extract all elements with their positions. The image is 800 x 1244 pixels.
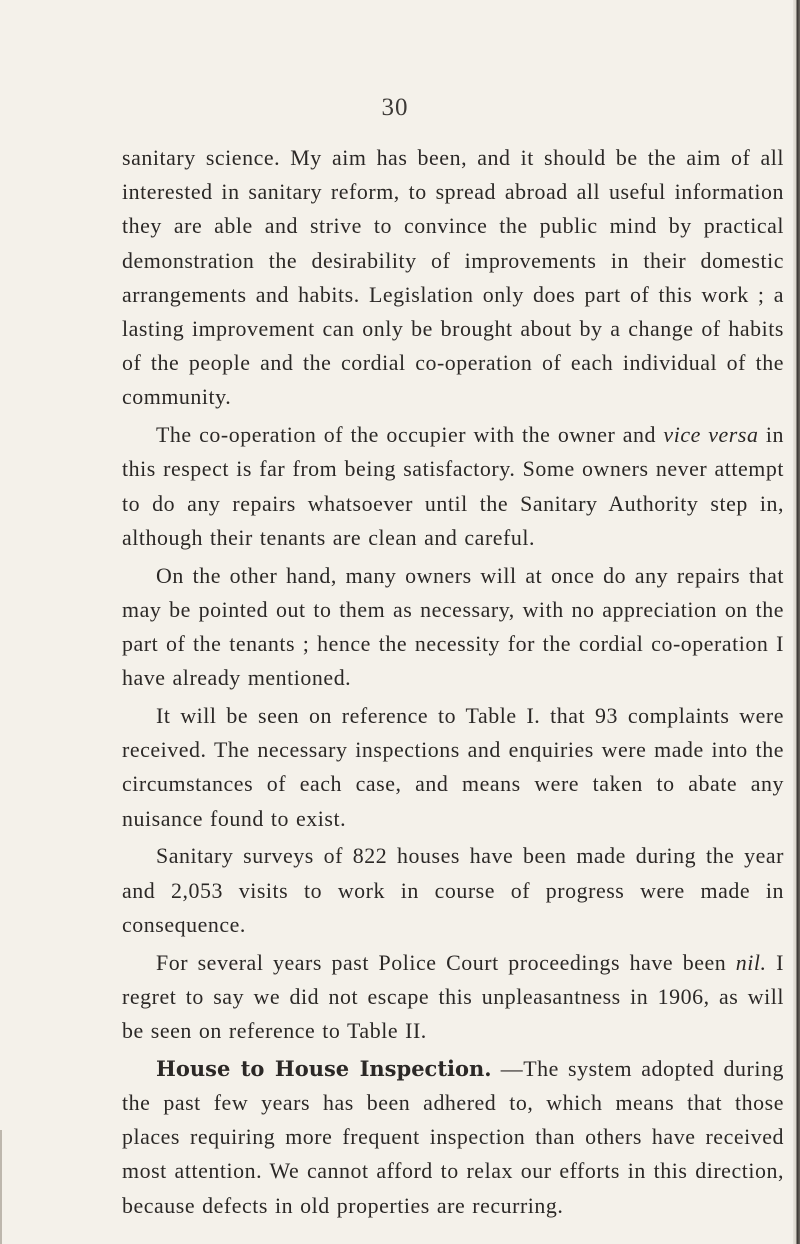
paragraph-text: —The system adopted during the past few years has been adhered to, which means that those places requiring more frequent inspection than others have received most attention. We cannot afford to relax our efforts in this direction, because defects in old properties are recurring.: [122, 1055, 785, 1218]
paragraph-text: sanitary science. My aim has been, and it should be the aim of all interested in sanitary reform, to spread abroad all useful information they are able and strive to convince the public mind by practical demonstration the desirability of improvements in their domestic arrangements and habits. Legislation only does part of this work ; a lasting improvement can only be brought about by a change of habits of the people and the cordial co-operation of each individual of the community.: [122, 145, 784, 410]
paragraph-complaints: [122, 699, 784, 836]
section-heading: House to House Inspection.: [156, 1055, 492, 1081]
paragraph-text: Sanitary surveys of 822 houses have been made during the year and 2,053 visits to work in course of progress were made in consequence.: [122, 843, 784, 937]
paragraph-sanitary-science: [122, 141, 784, 415]
paragraph-text: On the other hand, many owners will at once do any repairs that may be pointed out to them as necessary, with no appreciation on the part of the tenants ; hence the necessity for the cordial co-operation I have already mentioned.: [122, 562, 784, 691]
body-text: [122, 141, 784, 1226]
paragraph-text: I regret to say we did not escape this unpleasantness in 1906, as will be seen on reference to Table II.: [122, 949, 784, 1044]
paragraph-other-hand: [122, 559, 784, 696]
paragraph-surveys: [122, 839, 784, 942]
paragraph-police-court: [122, 946, 784, 1049]
page-edge-shadow: [793, 0, 800, 1244]
paragraph-house-inspection: [122, 1052, 784, 1223]
paragraph-text: It will be seen on reference to Table I. that 93 complaints were received. The necessary inspections and enquiries were made into the circumstances of each case, and means were taken to abate any nuisance found to exist.: [122, 703, 784, 831]
binding-mark: [0, 1130, 2, 1244]
page-number: 30: [381, 94, 409, 121]
italic-phrase: nil.: [735, 949, 767, 975]
paragraph-text: For several years past Police Court proceedings have been: [156, 949, 736, 975]
paragraph-text: The co-operation of the occupier with the owner and: [156, 422, 664, 448]
paragraph-text: in this respect is far from being satisfactory. Some owners never attempt to do any repairs whatsoever until the Sanitary Authority step in, although their tenants are clean and careful.: [122, 422, 785, 550]
paragraph-co-operation: [122, 418, 784, 555]
italic-phrase: vice versa: [663, 422, 759, 448]
